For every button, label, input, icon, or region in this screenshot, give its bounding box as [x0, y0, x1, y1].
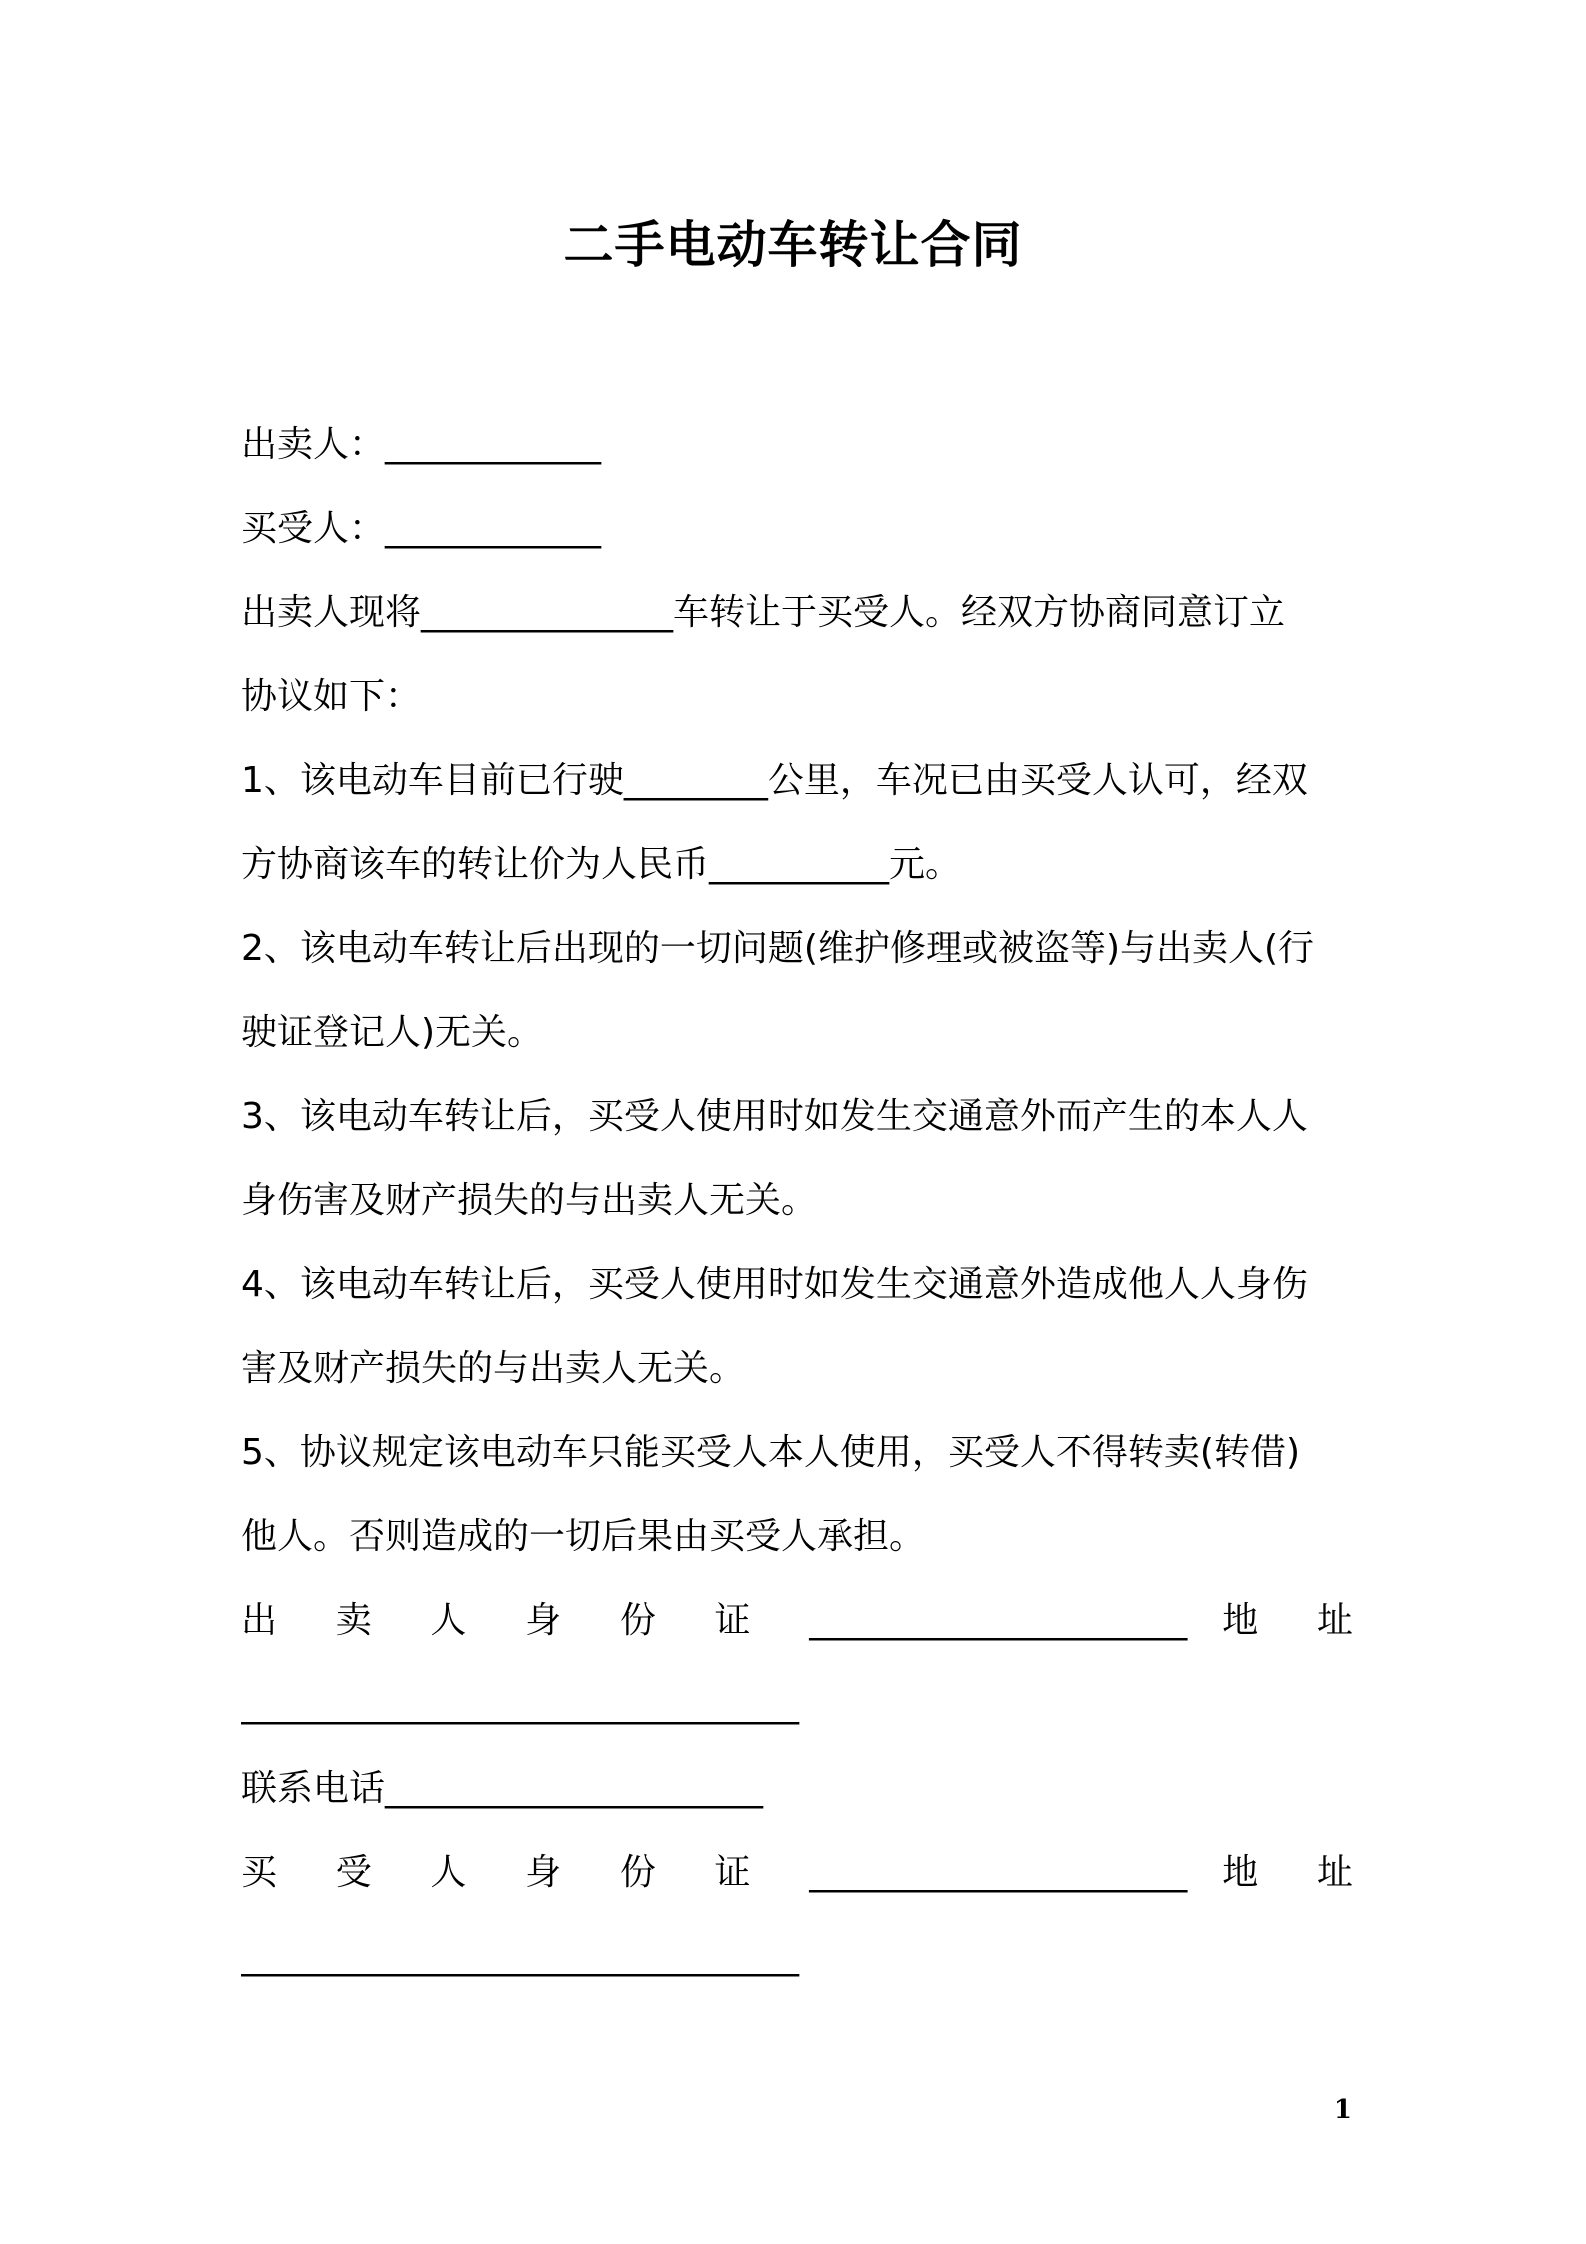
document-title: 二手电动车转让合同: [563, 216, 1023, 274]
clause-1-line-cont: 方协商该车的转让价为人民币__________元。: [241, 844, 962, 885]
clause-1-line: 1、该电动车目前已行驶________公里，车况已由买受人认可，经双: [241, 760, 1308, 801]
intro-line-cont: 协议如下：: [241, 676, 422, 717]
seller-id-address-line: 出 卖 人 身 份 证 _____________________ 地 址: [241, 1600, 1353, 1641]
clause-2-line-cont: 驶证登记人)无关。: [241, 1012, 544, 1053]
buyer-id-address-line: 买 受 人 身 份 证 _____________________ 地 址: [241, 1852, 1353, 1893]
buyer-address-blank: _______________________________: [241, 1936, 799, 1977]
clause-3-line: 3、该电动车转让后，买受人使用时如发生交通意外而产生的本人人: [241, 1096, 1308, 1137]
seller-address-blank: _______________________________: [241, 1684, 799, 1725]
document-body: [241, 403, 1353, 1999]
seller-phone-line: 联系电话_____________________: [241, 1768, 764, 1809]
clause-3-line-cont: 身伤害及财产损失的与出卖人无关。: [241, 1180, 818, 1221]
seller-line: 出卖人：____________: [241, 424, 602, 465]
clause-5-line-cont: 他人。否则造成的一切后果由买受人承担。: [241, 1516, 926, 1557]
buyer-line: 买受人：____________: [241, 508, 602, 549]
clause-2-line: 2、该电动车转让后出现的一切问题(维护修理或被盗等)与出卖人(行: [241, 928, 1315, 969]
clause-4-line: 4、该电动车转让后，买受人使用时如发生交通意外造成他人人身伤: [241, 1264, 1308, 1305]
page-number: 1: [1333, 2095, 1352, 2125]
clause-4-line-cont: 害及财产损失的与出卖人无关。: [241, 1348, 746, 1389]
clause-5-line: 5、协议规定该电动车只能买受人本人使用，买受人不得转卖(转借): [241, 1432, 1300, 1473]
intro-line: 出卖人现将______________车转让于买受人。经双方协商同意订立: [241, 592, 1286, 633]
